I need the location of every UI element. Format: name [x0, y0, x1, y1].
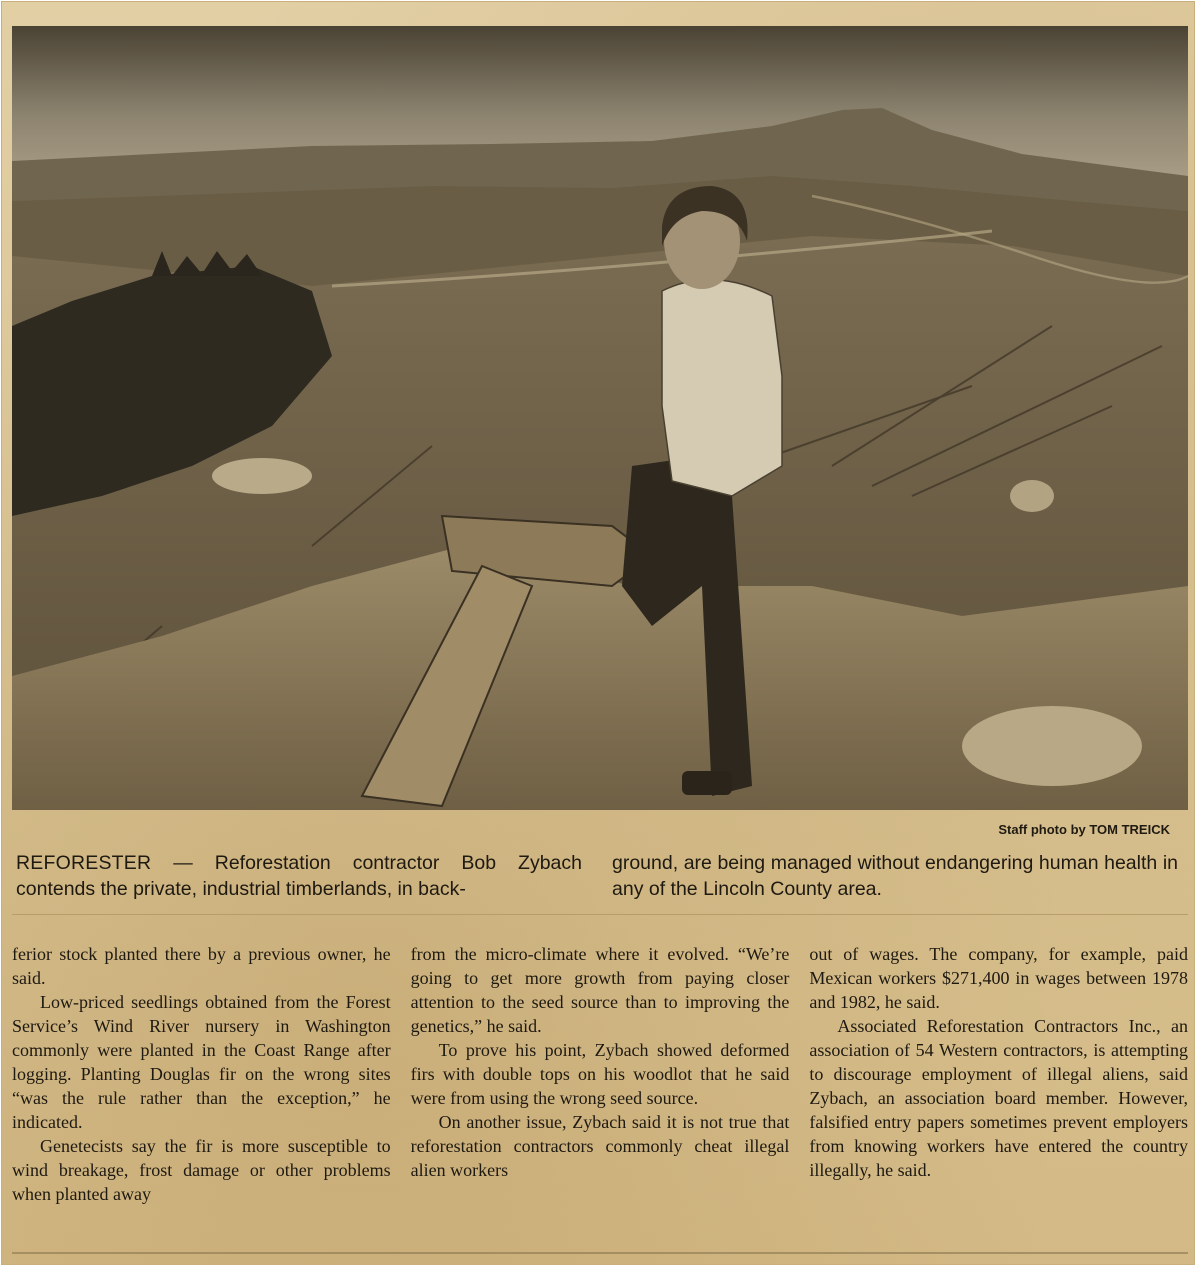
- paragraph: Genetecists say the fir is more susceptible to wind breakage, frost damage or other problems when planted away: [12, 1136, 391, 1204]
- photo-credit: Staff photo by TOM TREICK: [998, 822, 1170, 837]
- caption-divider: [12, 914, 1188, 915]
- paragraph: Low-priced seedlings obtained from the Forest Service’s Wind River nursery in Washington commonly were planted in the Coast Range after logging. Planting Douglas fir on the wrong sites “was the rule rather than the exception,” he indicated.: [12, 992, 391, 1132]
- caption-col-2: ground, are being managed without endangering human health in any of the Lincoln County area.: [612, 852, 1178, 900]
- paragraph: out of wages. The company, for example, paid Mexican workers $271,400 in wages between 1978 and 1982, he said.: [809, 944, 1189, 1012]
- photo-illustration: [12, 26, 1188, 810]
- article-column-3: [809, 942, 1188, 1206]
- paragraph: ferior stock planted there by a previous owner, he said.: [12, 944, 391, 988]
- article-column-2: [411, 942, 790, 1206]
- photo-caption: [16, 850, 1178, 902]
- caption-text-1: Reforestation contractor Bob Zybach contends the private, industrial timberlands, in back-: [16, 852, 582, 900]
- article-column-1: [12, 942, 391, 1206]
- paragraph: To prove his point, Zybach showed deformed firs with double tops on his woodlot that he said were from using the wrong seed source.: [410, 1040, 790, 1108]
- rock: [212, 458, 312, 494]
- caption-label: REFORESTER: [16, 852, 152, 874]
- article-body: [12, 942, 1188, 1206]
- bottom-divider: [12, 1252, 1188, 1254]
- rock: [1010, 480, 1054, 512]
- caption-col-1: [16, 850, 582, 902]
- rock: [962, 706, 1142, 786]
- caption-dash: —: [151, 852, 215, 874]
- news-photo: [12, 26, 1188, 810]
- paragraph: Associated Reforestation Contractors Inc., an association of 54 Western contractors, is attempting to discourage employment of illegal aliens, said Zybach, an association board member. However, falsified entry papers sometimes prevent employers from knowing workers have entered the country illegally, he said.: [809, 1016, 1189, 1180]
- paragraph: from the micro-climate where it evolved. “We’re going to get more growth from paying closer attention to the seed source than to improving the genetics,” he said.: [410, 944, 790, 1036]
- newspaper-clipping: [2, 2, 1194, 1264]
- paragraph: On another issue, Zybach said it is not true that reforestation contractors commonly cheat illegal alien workers: [410, 1112, 790, 1180]
